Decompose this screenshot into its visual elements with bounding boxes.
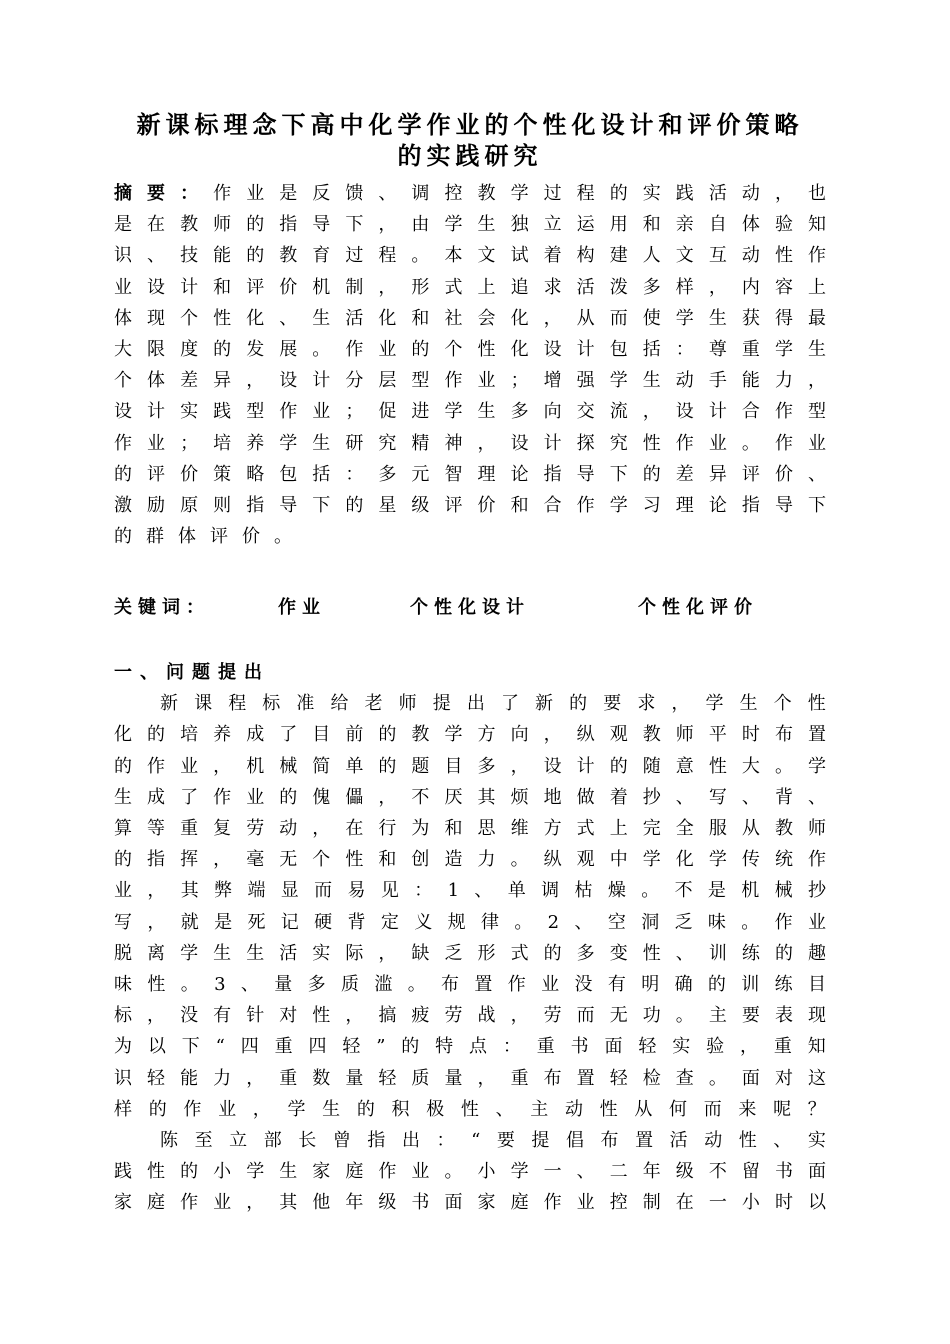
text-line: 践 性 的 小 学 生 家 庭 作 业 。 小 学 一 、 二 年 级 不 留 书 面 <box>114 1161 826 1183</box>
text-line: 标 ， 没 有 针 对 性 ， 搞 疲 劳 战 ， 劳 而 无 功 。 主 要 表 现 <box>114 1005 826 1027</box>
text-line: 脱 离 学 生 生 活 实 际 ， 缺 乏 形 式 的 多 变 性 、 训 练 的 趣 <box>114 942 826 964</box>
text-line: 的 作 业 ， 机 械 简 单 的 题 目 多 ， 设 计 的 随 意 性 大 。 学 <box>114 755 826 777</box>
text-line: 体 现 个 性 化 、 生 活 化 和 社 会 化 ， 从 而 使 学 生 获 得 最 <box>114 307 826 329</box>
title-line-1: 新课标理念下高中化学作业的个性化设计和评价策略 <box>136 111 804 139</box>
text-line: 为 以 下 “ 四 重 四 轻 ” 的 特 点 ： 重 书 面 轻 实 验 ， 重 知 <box>114 1036 826 1058</box>
text-line: 识 轻 能 力 ， 重 数 量 轻 质 量 ， 重 布 置 轻 检 查 。 面 对 这 <box>114 1067 826 1089</box>
keyword-3: 个性化评价 <box>638 597 758 619</box>
text-line: 是 在 教 师 的 指 导 下 ， 由 学 生 独 立 运 用 和 亲 自 体 验 知 <box>114 214 826 236</box>
text-line: 设 计 实 践 型 作 业 ； 促 进 学 生 多 向 交 流 ， 设 计 合 作 型 <box>114 401 826 423</box>
section1-paragraph-2 <box>114 1125 826 1219</box>
text-line: 新 课 程 标 准 给 老 师 提 出 了 新 的 要 求 ， 学 生 个 性 <box>160 693 826 715</box>
text-line: 的 指 挥 ， 毫 无 个 性 和 创 造 力 。 纵 观 中 学 化 学 传 统 作 <box>114 849 826 871</box>
text-line: 识 、 技 能 的 教 育 过 程 。 本 文 试 着 构 建 人 文 互 动 性 作 <box>114 245 826 267</box>
keywords-label: 关键词： <box>114 597 210 619</box>
section1-paragraph-1 <box>114 688 826 1125</box>
text-line: 陈 至 立 部 长 曾 指 出 ： “ 要 提 倡 布 置 活 动 性 、 实 <box>160 1129 826 1151</box>
text-line: 味 性 。 3 、 量 多 质 滥 。 布 置 作 业 没 有 明 确 的 训 练 目 <box>114 973 826 995</box>
text-line: 写 ， 就 是 死 记 硬 背 定 义 规 律 。 2 、 空 洞 乏 味 。 作 业 <box>114 911 826 933</box>
text-line: 激 励 原 则 指 导 下 的 星 级 评 价 和 合 作 学 习 理 论 指 导 下 <box>114 494 826 516</box>
text-line: 化 的 培 养 成 了 目 前 的 教 学 方 向 ， 纵 观 教 师 平 时 布 置 <box>114 724 826 746</box>
keywords-row <box>114 592 826 623</box>
keyword-2: 个性化设计 <box>410 597 530 619</box>
text-line: 样 的 作 业 ， 学 生 的 积 极 性 、 主 动 性 从 何 而 来 呢 ？ <box>114 1098 826 1120</box>
document-page <box>114 110 826 1218</box>
text-line: 大 限 度 的 发 展 。 作 业 的 个 性 化 设 计 包 括 ： 尊 重 学 生 <box>114 338 826 360</box>
title-line-2: 的实践研究 <box>397 142 543 170</box>
text-line: 的 评 价 策 略 包 括 ： 多 元 智 理 论 指 导 下 的 差 异 评 价 、 <box>114 463 826 485</box>
abstract <box>114 178 826 552</box>
text-line: 作 业 ； 培 养 学 生 研 究 精 神 ， 设 计 探 究 性 作 业 。 作 业 <box>114 432 826 454</box>
text-line: 生 成 了 作 业 的 傀 儡 ， 不 厌 其 烦 地 做 着 抄 、 写 、 背 、 <box>114 786 826 808</box>
text-line: 的群体评价。 <box>114 526 306 548</box>
text-line: 业 ， 其 弊 端 显 而 易 见 ： 1 、 单 调 枯 燥 。 不 是 机 械 抄 <box>114 880 826 902</box>
document-title <box>114 110 826 172</box>
text-line: 摘 要 ： 作 业 是 反 馈 、 调 控 教 学 过 程 的 实 践 活 动 ， 也 <box>114 183 826 204</box>
text-line: 业 设 计 和 评 价 机 制 ， 形 式 上 追 求 活 泼 多 样 ， 内 容 上 <box>114 276 826 298</box>
keyword-1: 作业 <box>278 597 326 619</box>
section-heading: 一、问题提出 <box>114 662 270 684</box>
text-line: 家 庭 作 业 ， 其 他 年 级 书 面 家 庭 作 业 控 制 在 一 小 时 以 <box>114 1192 826 1214</box>
text-line: 算 等 重 复 劳 动 ， 在 行 为 和 思 维 方 式 上 完 全 服 从 教 师 <box>114 818 826 839</box>
text-line: 个 体 差 异 ， 设 计 分 层 型 作 业 ； 增 强 学 生 动 手 能 力 ， <box>114 370 826 392</box>
